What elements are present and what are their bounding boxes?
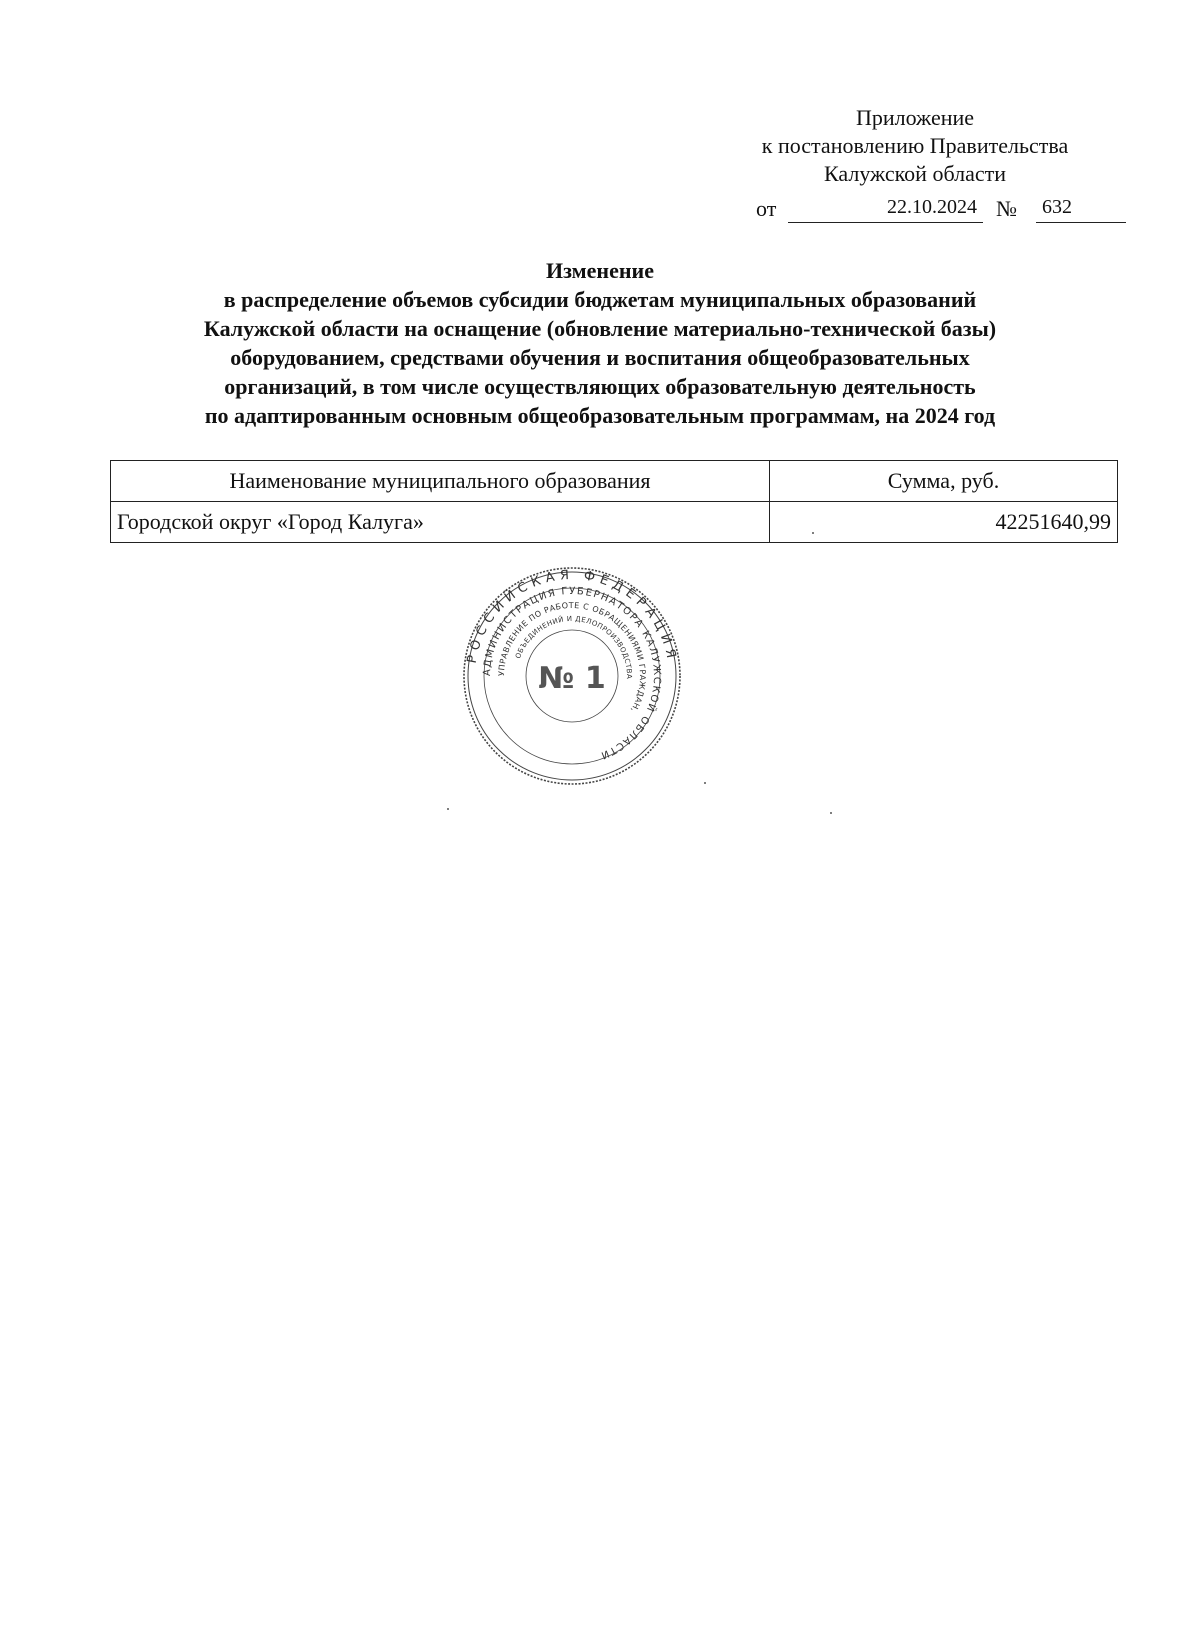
decree-date: 22.10.2024 bbox=[788, 196, 983, 223]
appendix-line-3: Калужской области bbox=[824, 161, 1006, 186]
official-seal-stamp bbox=[462, 566, 682, 786]
appendix-date-row bbox=[756, 196, 1136, 226]
header-name: Наименование муниципального образования bbox=[111, 461, 770, 502]
title-line-2: Калужской области на оснащение (обновление материально-технической базы) bbox=[203, 316, 997, 341]
title-line-4: организаций, в том числе осуществляющих образовательную деятельность bbox=[224, 374, 976, 399]
seal-center-number: № 1 bbox=[538, 661, 606, 696]
decree-number: 632 bbox=[1036, 196, 1126, 223]
title-line-5: по адаптированным основным общеобразовательным программам, на 2024 год bbox=[204, 403, 996, 428]
appendix-block bbox=[720, 104, 1110, 188]
title-heading: Изменение bbox=[546, 258, 654, 283]
scan-speck bbox=[812, 532, 814, 534]
document-title bbox=[100, 256, 1100, 430]
table-row bbox=[111, 502, 1118, 543]
seal-text bbox=[465, 568, 679, 761]
header-amount: Сумма, руб. bbox=[770, 461, 1118, 502]
title-line-3: оборудованием, средствами обучения и воспитания общеобразовательных bbox=[230, 345, 970, 370]
seal-ring-text-1: РОССИЙСКАЯ ФЕДЕРАЦИЯ bbox=[464, 567, 680, 665]
title-line-1: в распределение объемов субсидии бюджетам муниципальных образований bbox=[223, 287, 977, 312]
number-label: № bbox=[996, 196, 1017, 221]
cell-municipality: Городской округ «Город Калуга» bbox=[111, 502, 770, 543]
appendix-line-1: Приложение bbox=[855, 105, 975, 130]
seal-ring-text-4: ОБЪЕДИНЕНИЙ И ДЕЛОПРОИЗВОДСТВА bbox=[514, 614, 634, 680]
scan-speck bbox=[447, 808, 449, 810]
appendix-line-2: к постановлению Правительства bbox=[761, 133, 1069, 158]
seal-ring-text-3: УПРАВЛЕНИЕ ПО РАБОТЕ С ОБРАЩЕНИЯМИ ГРАЖДАН, bbox=[496, 600, 648, 715]
cell-amount: 42251640,99 bbox=[770, 502, 1118, 543]
distribution-table bbox=[110, 460, 1118, 543]
seal-ring-text-2: АДМИНИСТРАЦИЯ ГУБЕРНАТОРА КАЛУЖСКОЙ ОБЛАСТИ bbox=[481, 585, 663, 761]
scan-speck bbox=[704, 782, 706, 784]
table-header-row bbox=[111, 461, 1118, 502]
scan-speck bbox=[830, 812, 832, 814]
from-label: от bbox=[756, 196, 777, 221]
